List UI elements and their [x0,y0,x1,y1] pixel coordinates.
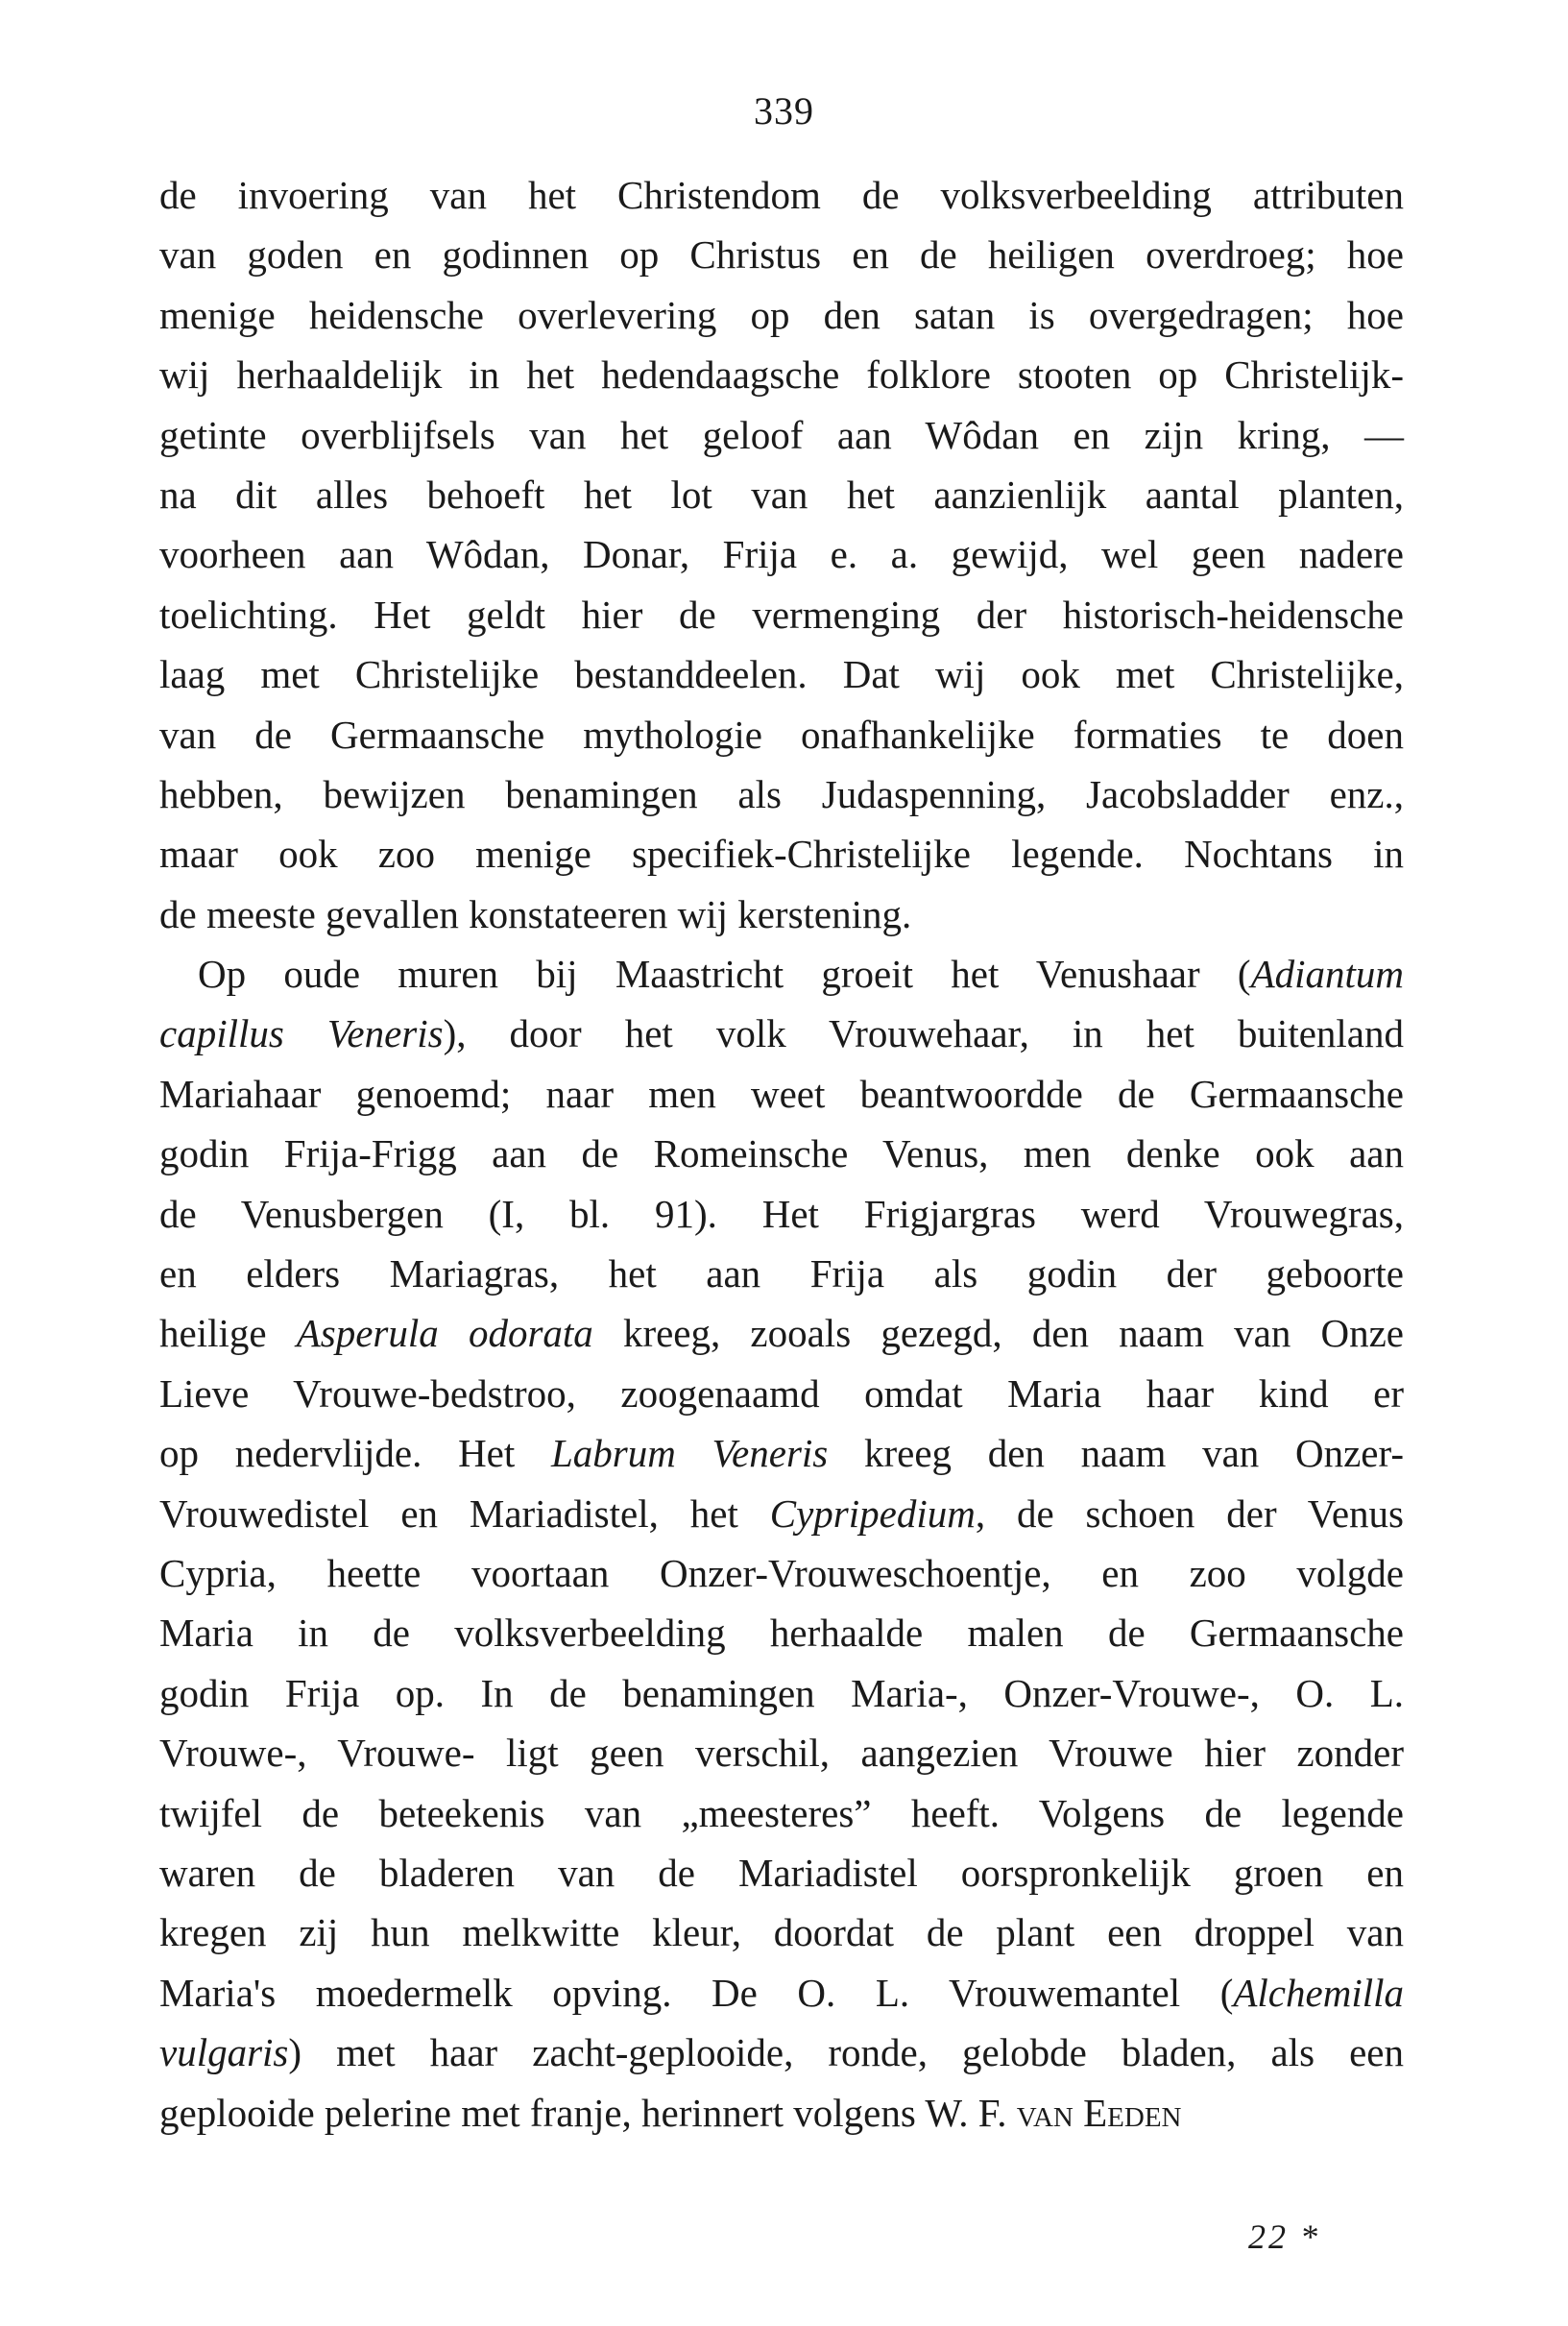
text-run: geplooide pelerine met franje, herinnert volgens W. F. [159,2090,1017,2135]
text-run: op nedervlijde. Het [159,1431,551,1476]
text-run: ), door het volk Vrouwehaar, in het buitenland [443,1011,1405,1056]
text-run: ) met haar zacht-geplooide, ronde, gelobde bladen, als een [288,2030,1404,2075]
text-line: Lieve Vrouwe-bedstroo, zoogenaamd omdat Maria haar kind er [159,1370,1404,1416]
text-line: menige heidensche overlevering op den satan is overgedragen; hoe [159,292,1404,337]
text-line: voorheen aan Wôdan, Donar, Frija e. a. gewijd, wel geen nadere [159,532,1404,577]
text-line: van goden en godinnen op Christus en de heiligen overdroeg; hoe [159,232,1404,278]
text-line: hebben, bewijzen benamingen als Judaspenning, Jacobsladder enz., [159,771,1404,816]
text-line: en elders Mariagras, het aan Frija als godin der geboorte [159,1251,1404,1296]
text-line: wij herhaaldelijk in het hedendaagsche folklore stooten op Christelijk- [159,352,1404,398]
text-run: Op oude muren bij Maastricht groeit het Venushaar ( [198,952,1251,997]
text-line: twijfel de beteekenis van „meesteres” heeft. Volgens de legende [159,1790,1404,1835]
italic-term: Cypripedium [769,1490,976,1536]
text-run: heilige [159,1311,297,1356]
text-line [159,2023,1404,2082]
italic-term: Asperula odorata [296,1311,593,1356]
text-line: Mariahaar genoemd; naar men weet beantwoordde de Germaansche [159,1071,1404,1116]
text-line [159,1004,1404,1063]
page-number: 339 [754,89,814,133]
text-line [159,1963,1404,2023]
text-run: kreeg den naam van Onzer- [828,1431,1404,1476]
text-run: kreeg, zooals gezegd, den naam van Onze [592,1311,1404,1356]
text-line: laag met Christelijke bestanddeelen. Dat wij ook met Christelijke, [159,652,1404,697]
author-name: van Eeden [1016,2090,1182,2135]
text-run: , de schoen der Venus [975,1490,1404,1536]
text-line: na dit alles behoeft het lot van het aanzienlijk aantal planten, [159,472,1404,517]
text-line: van de Germaansche mythologie onafhankelijke formaties te doen [159,712,1404,757]
text-line: godin Frija-Frigg aan de Romeinsche Venus, men denke ook aan [159,1131,1404,1176]
text-run: Vrouwedistel en Mariadistel, het [159,1490,770,1536]
text-line: kregen zij hun melkwitte kleur, doordat de plant een droppel van [159,1910,1404,1955]
text-line: Cypria, heette voortaan Onzer-Vrouweschoentje, en zoo volgde [159,1550,1404,1595]
text-run: Maria's moedermelk opving. De O. L. Vrouwemantel ( [159,1970,1234,2015]
text-line: Vrouwe-, Vrouwe- ligt geen verschil, aangezien Vrouwe hier zonder [159,1731,1404,1776]
text-line [159,1303,1404,1363]
signature-mark: 22 * [1248,2217,1320,2256]
text-line: toelichting. Het geldt hier de vermenging der historisch-heidensche [159,592,1404,637]
text-line: waren de bladeren van de Mariadistel oorspronkelijk groen en [159,1850,1404,1895]
text-line [159,1484,1404,1543]
text-line: de meeste gevallen konstateeren wij kerstening. [159,891,912,936]
text-line: getinte overblijfsels van het geloof aan Wôdan en zijn kring, — [159,412,1404,457]
text-line [159,944,1404,1004]
text-line: maar ook zoo menige specifiek-Christelijke legende. Nochtans in [159,832,1404,877]
text-line: godin Frija op. In de benamingen Maria-, Onzer-Vrouwe-, O. L. [159,1670,1404,1715]
text-line: Maria in de volksverbeelding herhaalde malen de Germaansche [159,1611,1404,1656]
italic-term: Alchemilla [1233,1970,1404,2015]
italic-term: capillus Veneris [159,1011,444,1056]
text-line [159,2083,1404,2143]
text-line [159,1423,1404,1483]
text-line: de Venusbergen (I, bl. 91). Het Frigjargras werd Vrouwegras, [159,1191,1404,1236]
text-line: de invoering van het Christendom de volksverbeelding attributen [159,173,1404,217]
italic-term: Labrum Veneris [550,1431,829,1476]
italic-term: Adiantum [1250,952,1404,997]
body-text [159,165,1404,2143]
italic-term: vulgaris [159,2030,289,2075]
